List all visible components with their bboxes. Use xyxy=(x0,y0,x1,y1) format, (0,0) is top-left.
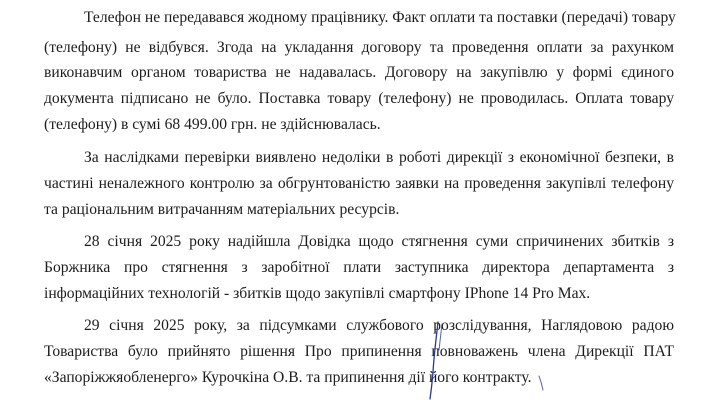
paragraph-3-line-3: інформаційних технологій - збитків щодо закупівлі смартфону IPhone 14 Pro Max. xyxy=(44,285,591,302)
paragraph-3-line-1: 28 січня 2025 року надійшла Довідка щодо стягнення суми спричинених збитків з xyxy=(84,233,674,250)
paragraph-1-line-3: виконавчим органом товариства не надавалась. Договору на закупівлю у формі єдиного xyxy=(44,64,674,81)
paragraph-1-line-1: Телефон не передавався жодному працівнику. Факт оплати та поставки (передачі) товару xyxy=(84,9,676,26)
paragraph-2-line-3: та раціональним витрачанням матеріальних ресурсів. xyxy=(44,201,400,218)
paragraph-4-line-3: «Запоріжжяобленерго» Курочкіна О.В. та припинення дії його контракту. xyxy=(44,369,532,386)
paragraph-3-line-2: Боржника про стягнення з заробітної плати заступника директора департамента з xyxy=(44,259,674,276)
paragraph-2-line-2: частині неналежного контролю за обгрунтованістю заявки на проведення закупівлі телефону xyxy=(44,175,674,192)
paragraph-4-line-2: Товариства було прийнято рішення Про припинення повноважень члена Дирекції ПАТ xyxy=(44,343,674,360)
paragraph-1-line-5: (телефону) в сумі 68 499.00 грн. не здійснювалась. xyxy=(44,116,381,133)
paragraph-1-line-2: (телефону) не відбувся. Згода на укладання договору та проведення оплати за рахунком xyxy=(44,39,674,56)
paragraph-2-line-1: За наслідками перевірки виявлено недоліки в роботі дирекції з економічної безпеки, в xyxy=(84,149,674,166)
paragraph-1-line-4: документа підписано не було. Поставка товару (телефону) не проводилась. Оплата товару xyxy=(44,90,674,107)
paragraph-4-line-1: 29 січня 2025 року, за підсумками службового розслідування, Наглядовою радою xyxy=(84,317,674,334)
